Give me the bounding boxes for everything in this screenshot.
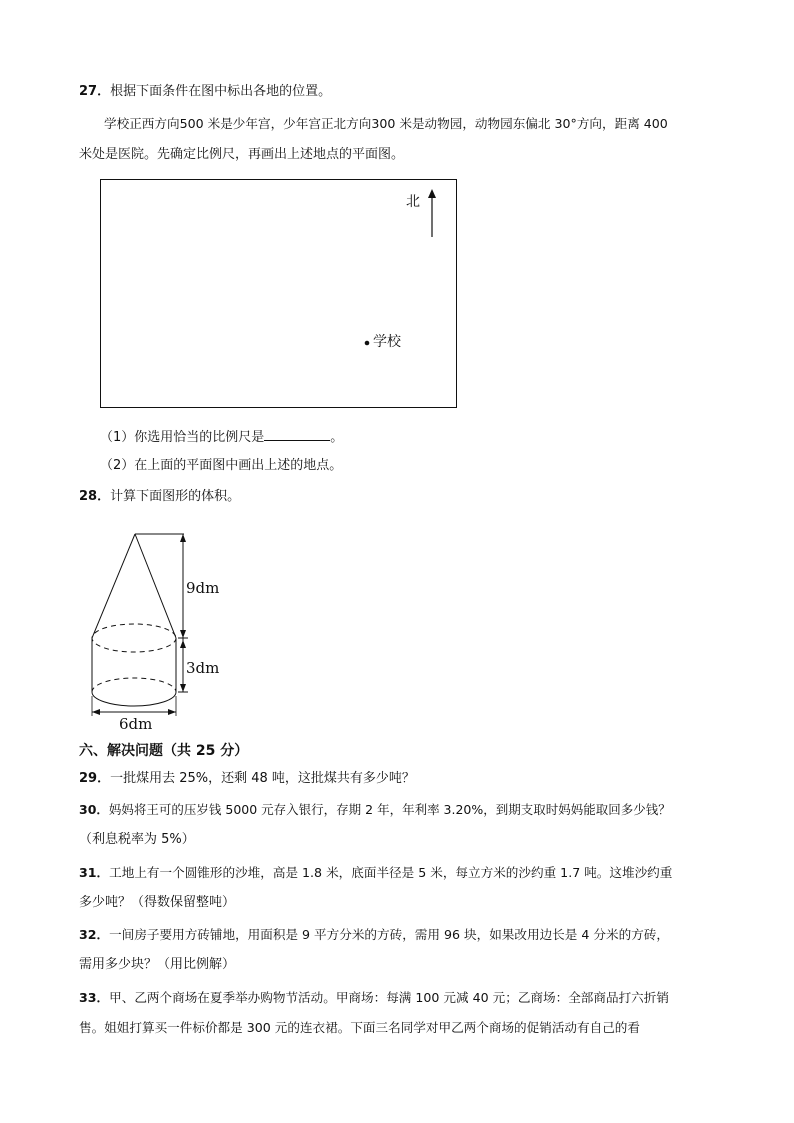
school-label: 学校 [373, 334, 401, 350]
q30-number: 30． [79, 802, 109, 817]
cone-cylinder-svg [80, 528, 260, 733]
school-dot [365, 341, 370, 346]
q31-text-line1: 工地上有一个圆锥形的沙堆，高是 1.8 米，底面半径是 5 米，每立方米的沙约重 1.7 吨。这堆沙约重 [109, 865, 673, 880]
q27-map-drawing [101, 180, 458, 409]
cone-right-edge [135, 534, 176, 638]
diam-arrow-right-icon [168, 709, 176, 715]
dim-arrow-mid-down-icon [180, 640, 186, 648]
q27-text-line2: 米处是医院。先确定比例尺，再画出上述地点的平面图。 [79, 147, 405, 162]
cylinder-top-ellipse [92, 624, 176, 652]
q32-text-line1: 一间房子要用方砖铺地，用面积是 9 平方分米的方砖，需用 96 块，如果改用边长是 4 分米的方砖， [109, 927, 669, 942]
q30-line1 [79, 801, 671, 819]
q33-line1 [79, 989, 669, 1007]
cone-left-edge [92, 534, 135, 638]
q31-line1 [79, 864, 672, 882]
q27-sub1-suffix: 。 [330, 430, 344, 445]
section6-heading: 六、解决问题（共 25 分） [79, 743, 249, 759]
q31-text-line2: 多少吨？（得数保留整吨） [79, 895, 236, 910]
q27-title-line [79, 83, 331, 101]
north-arrow-icon [428, 189, 436, 198]
q27-sub2: （2）在上面的平面图中画出上述的地点。 [100, 458, 343, 473]
cone-height-label: 9dm [186, 579, 220, 597]
q27-sub1-prefix: （1）你选用恰当的比例尺是 [100, 430, 265, 445]
q29-text: 一批煤用去 25%，还剩 48 吨，这批煤共有多少吨？ [110, 771, 415, 786]
q27-text-line1: 学校正西方向500 米是少年宫，少年宫正北方向300 米是动物园，动物园东偏北 30°方向，距离 400 [104, 116, 668, 131]
q29-line [79, 770, 415, 788]
q33-number: 33． [79, 990, 110, 1005]
q27-number: 27． [79, 84, 111, 99]
dim-arrow-mid-up-icon [180, 630, 186, 638]
q28-number: 28． [79, 489, 111, 504]
north-label: 北 [406, 194, 420, 210]
dim-arrow-bottom-icon [180, 684, 186, 692]
q30-text-line1: 妈妈将王可的压岁钱 5000 元存入银行，存期 2 年，年利率 3.20%，到期支取时妈妈能取回多少钱？ [108, 802, 671, 817]
diameter-label: 6dm [119, 715, 153, 733]
q33-text-line1: 甲、乙两个商场在夏季举办购物节活动。甲商场：每满 100 元减 40 元；乙商场：全部商品打六折销 [109, 990, 669, 1005]
scale-answer-blank[interactable] [264, 426, 330, 441]
q27-title: 根据下面条件在图中标出各地的位置。 [110, 84, 332, 99]
q29-number: 29． [79, 771, 111, 786]
cylinder-bottom-back [92, 678, 176, 692]
q30-text-line2: （利息税率为 5%） [79, 832, 195, 847]
q32-line1 [79, 926, 669, 944]
diam-arrow-left-icon [92, 709, 100, 715]
q32-text-line2: 需用多少块？（用比例解） [79, 957, 236, 972]
q32-number: 32． [79, 927, 110, 942]
q28-title-line [79, 488, 240, 506]
q27-sub1 [100, 426, 343, 447]
q27-map-box [100, 179, 457, 408]
q28-title: 计算下面图形的体积。 [110, 489, 241, 504]
q33-text-line2: 售。姐姐打算买一件标价都是 300 元的连衣裙。下面三名同学对甲乙两个商场的促销活动有自己的看 [79, 1020, 640, 1035]
dim-arrow-top-icon [180, 534, 186, 542]
cylinder-bottom-front [92, 692, 176, 706]
cylinder-height-label: 3dm [186, 659, 220, 677]
q31-number: 31． [79, 865, 110, 880]
